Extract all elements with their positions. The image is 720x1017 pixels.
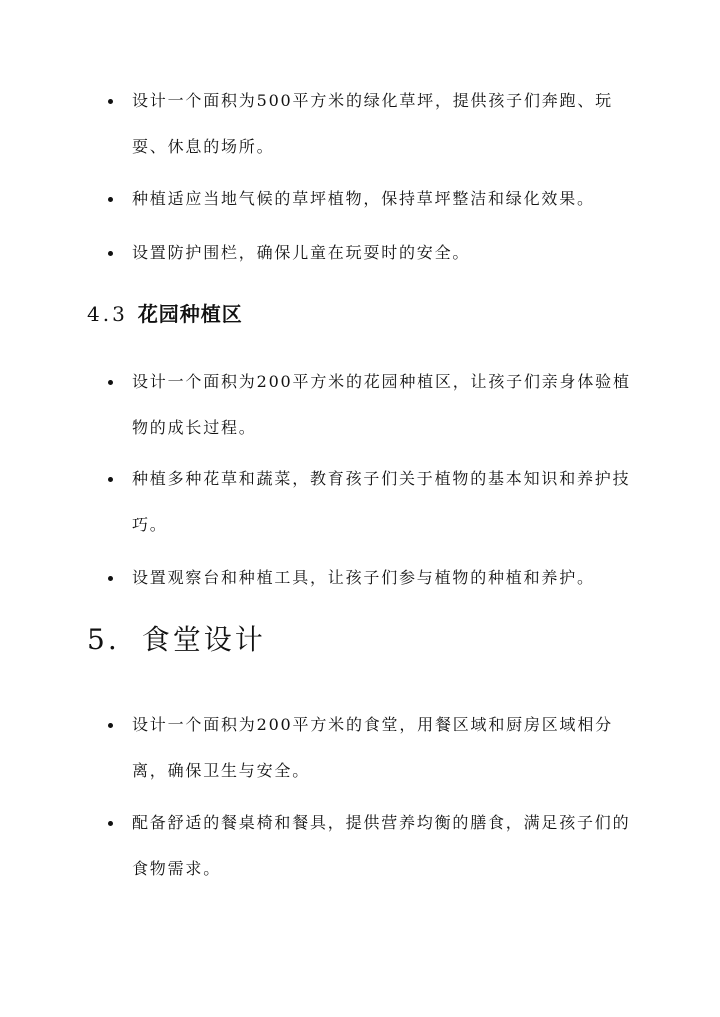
section-title: 食堂设计 [141, 623, 266, 656]
list-item: 设计一个面积为200平方米的食堂，用餐区域和厨房区域相分离，确保卫生与安全。 [132, 715, 613, 780]
bullet [108, 815, 116, 826]
bullet [108, 717, 116, 728]
list-item: 设置防护围栏，确保儿童在玩耍时的安全。 [132, 243, 471, 262]
section-heading-5 [87, 623, 266, 657]
list-item: 设计一个面积为500平方米的绿化草坪，提供孩子们奔跑、玩耍、休息的场所。 [132, 91, 613, 156]
bullet [108, 245, 116, 256]
list-item: 种植多种花草和蔬菜，教育孩子们关于植物的基本知识和养护技巧。 [132, 469, 631, 534]
section-heading-4-3 [87, 301, 243, 327]
bullet [108, 570, 116, 581]
section-number: 5. [87, 623, 120, 656]
bullet [108, 374, 116, 385]
list-item: 种植适应当地气候的草坪植物，保持草坪整洁和绿化效果。 [132, 189, 595, 208]
section-number: 4.3 [87, 302, 128, 326]
bullet [108, 471, 116, 482]
bullet [108, 191, 116, 202]
list-item: 设计一个面积为200平方米的花园种植区，让孩子们亲身体验植物的成长过程。 [132, 372, 631, 437]
bullet [108, 93, 116, 104]
section-title: 花园种植区 [137, 302, 243, 326]
list-item: 设置观察台和种植工具，让孩子们参与植物的种植和养护。 [132, 568, 595, 587]
list-item: 配备舒适的餐桌椅和餐具，提供营养均衡的膳食，满足孩子们的食物需求。 [132, 813, 631, 878]
